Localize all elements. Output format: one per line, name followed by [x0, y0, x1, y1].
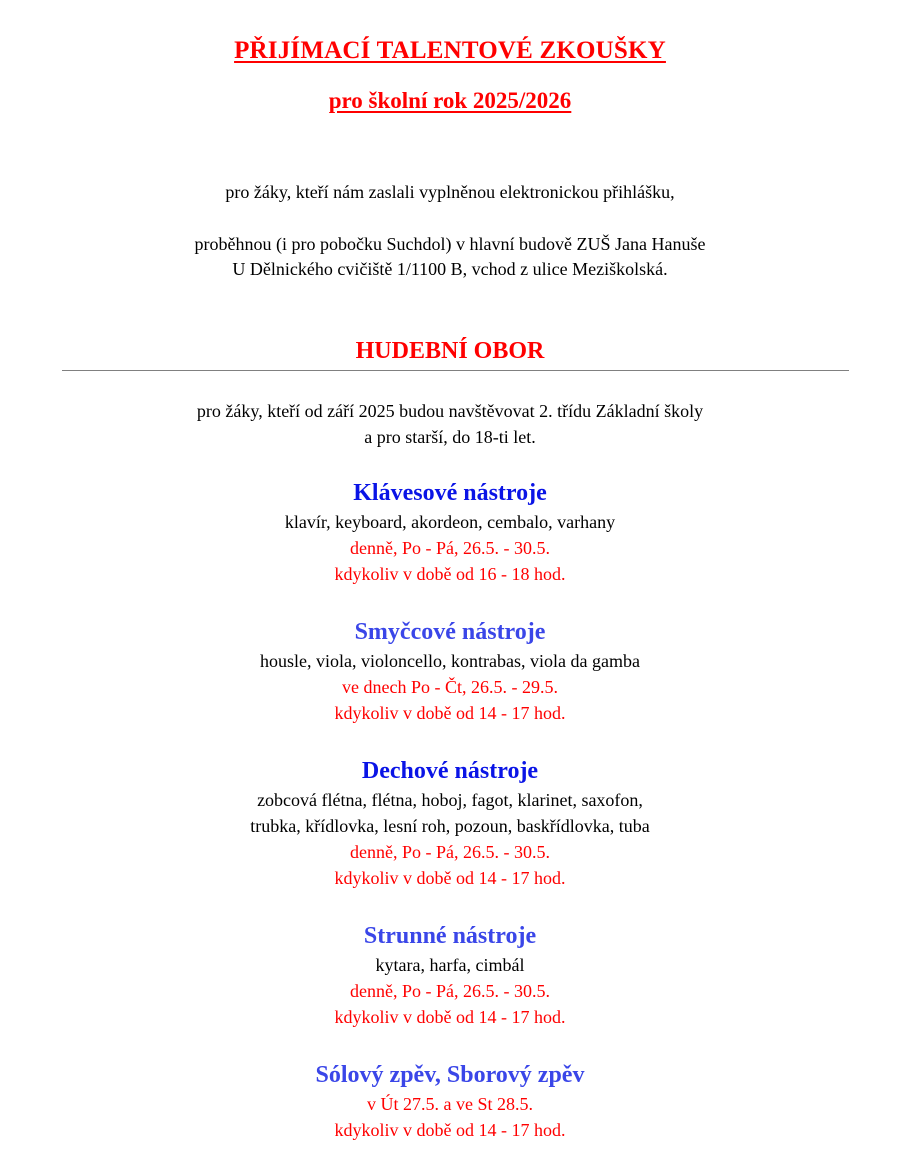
- group-instruments: kytara, harfa, cimbál: [375, 955, 525, 975]
- group-instruments: zobcová flétna, flétna, hoboj, fagot, klarinet, saxofon,: [257, 790, 643, 810]
- section-title: HUDEBNÍ OBOR: [355, 338, 545, 364]
- audience-line: pro žáky, kteří od září 2025 budou navštěvovat 2. třídu Základní školy: [196, 401, 704, 421]
- group-title: Smyčcové nástroje: [354, 619, 546, 645]
- instrument-group-wind: [0, 755, 900, 891]
- group-schedule-hours: kdykoliv v době od 14 - 17 hod.: [334, 1120, 566, 1140]
- document-subtitle: pro školní rok 2025/2026: [328, 88, 572, 113]
- group-schedule-hours: kdykoliv v době od 16 - 18 hod.: [334, 564, 566, 584]
- instrument-group-voice: [0, 1059, 900, 1143]
- intro-line: pro žáky, kteří nám zaslali vyplněnou elektronickou přihlášku,: [225, 182, 675, 202]
- group-schedule-hours: kdykoliv v době od 14 - 17 hod.: [334, 868, 566, 888]
- intro-line: U Dělnického cvičiště 1/1100 B, vchod z ulice Meziškolská.: [232, 259, 668, 279]
- section-audience: [0, 398, 900, 450]
- instrument-group-strings-bowed: [0, 616, 900, 726]
- group-schedule-hours: kdykoliv v době od 14 - 17 hod.: [334, 703, 566, 723]
- section-divider: [62, 370, 849, 371]
- group-title: Klávesové nástroje: [353, 480, 547, 506]
- audience-line: a pro starší, do 18-ti let.: [364, 427, 536, 447]
- instrument-group-keyboard: [0, 477, 900, 587]
- group-instruments: klavír, keyboard, akordeon, cembalo, varhany: [284, 512, 616, 532]
- group-schedule-hours: kdykoliv v době od 14 - 17 hod.: [334, 1007, 566, 1027]
- group-instruments: trubka, křídlovka, lesní roh, pozoun, baskřídlovka, tuba: [250, 816, 650, 836]
- group-instruments: housle, viola, violoncello, kontrabas, viola da gamba: [260, 651, 640, 671]
- instrument-group-strings-plucked: [0, 920, 900, 1030]
- group-title: Strunné nástroje: [363, 923, 537, 949]
- intro-paragraph-1: [0, 180, 900, 205]
- group-schedule-days: denně, Po - Pá, 26.5. - 30.5.: [350, 538, 550, 558]
- group-schedule-days: ve dnech Po - Čt, 26.5. - 29.5.: [342, 677, 558, 697]
- intro-line: proběhnou (i pro pobočku Suchdol) v hlavní budově ZUŠ Jana Hanuše: [194, 234, 706, 254]
- group-title: Dechové nástroje: [361, 758, 539, 784]
- group-schedule-days: denně, Po - Pá, 26.5. - 30.5.: [350, 981, 550, 1001]
- intro-paragraph-2: [0, 232, 900, 282]
- group-title: Sólový zpěv, Sborový zpěv: [315, 1062, 585, 1088]
- group-schedule-days: denně, Po - Pá, 26.5. - 30.5.: [350, 842, 550, 862]
- group-schedule-days: v Út 27.5. a ve St 28.5.: [367, 1094, 533, 1114]
- document-title: PŘIJÍMACÍ TALENTOVÉ ZKOUŠKY: [234, 37, 666, 64]
